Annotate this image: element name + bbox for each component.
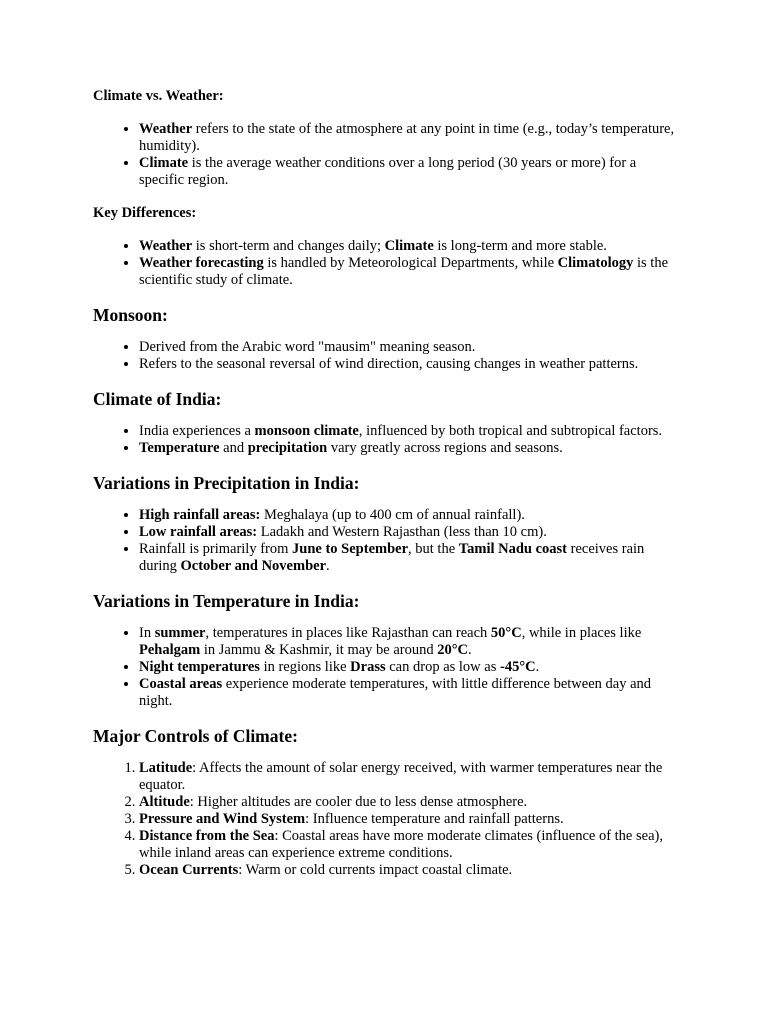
- document-page: [93, 88, 683, 895]
- list-item: [139, 524, 683, 541]
- bold-term: Low rainfall areas:: [139, 524, 258, 540]
- section-heading: Variations in Precipitation in India:: [93, 473, 360, 493]
- list-item: [139, 238, 683, 255]
- bold-term: Drass: [350, 659, 386, 675]
- bullet-list: [93, 238, 683, 289]
- text-run: is the average weather conditions over a long period (30 years or more) for a specific region.: [139, 155, 637, 188]
- text-run: experience moderate temperatures, with little difference between day and night.: [139, 676, 651, 709]
- bold-term: monsoon climate: [254, 423, 359, 439]
- bullet-list: [93, 507, 683, 575]
- bold-term: Tamil Nadu coast: [458, 541, 568, 557]
- bold-term: Latitude: [139, 760, 193, 776]
- numbered-list: [93, 760, 683, 879]
- text-run: , while in places like: [521, 625, 642, 641]
- list-item: [139, 862, 683, 879]
- bold-term: summer: [154, 625, 206, 641]
- section-heading: Climate vs. Weather:: [93, 88, 224, 104]
- bold-term: Pehalgam: [139, 642, 201, 658]
- text-run: India experiences a: [139, 423, 255, 439]
- bold-term: Climate: [384, 238, 434, 254]
- text-run: is handled by Meteorological Departments, while: [263, 255, 558, 271]
- text-run: : Higher altitudes are cooler due to less dense atmosphere.: [189, 794, 528, 810]
- text-run: In: [139, 625, 155, 641]
- text-run: is short-term and changes daily;: [192, 238, 385, 254]
- bold-term: Climatology: [557, 255, 634, 271]
- list-item: [139, 676, 683, 710]
- bullet-list: [93, 339, 683, 373]
- text-run: Refers to the seasonal reversal of wind direction, causing changes in weather patterns.: [139, 356, 639, 372]
- text-run: , but the: [408, 541, 459, 557]
- text-run: is the scientific study of climate.: [139, 255, 669, 288]
- bold-term: Climate: [139, 155, 189, 171]
- section-heading: Key Differences:: [93, 205, 197, 221]
- list-item: [139, 659, 683, 676]
- bullet-list: [93, 423, 683, 457]
- text-run: in Jammu & Kashmir, it may be around: [200, 642, 438, 658]
- text-run: can drop as low as: [385, 659, 500, 675]
- list-item: [139, 828, 683, 862]
- bold-term: Weather: [139, 121, 193, 137]
- text-run: : Influence temperature and rainfall patterns.: [305, 811, 564, 827]
- text-run: Rainfall is primarily from: [139, 541, 293, 557]
- text-run: .: [468, 642, 472, 658]
- text-run: , temperatures in places like Rajasthan can reach: [205, 625, 491, 641]
- section-heading: Variations in Temperature in India:: [93, 591, 360, 611]
- text-run: refers to the state of the atmosphere at any point in time (e.g., today’s temperature, humidity).: [139, 121, 675, 154]
- text-run: is long-term and more stable.: [433, 238, 607, 254]
- bold-term: Weather: [139, 238, 193, 254]
- text-run: : Coastal areas have more moderate climates (influence of the sea), while inland areas can experience extreme conditions.: [139, 828, 663, 861]
- list-item: [139, 794, 683, 811]
- bold-term: High rainfall areas:: [139, 507, 261, 523]
- bold-term: 20°C: [437, 642, 469, 658]
- list-item: [139, 356, 683, 373]
- bold-term: October and November: [180, 558, 327, 574]
- list-item: [139, 339, 683, 356]
- list-item: [139, 625, 683, 659]
- text-run: receives rain during: [139, 541, 645, 574]
- text-run: : Affects the amount of solar energy received, with warmer temperatures near the equator.: [139, 760, 663, 793]
- list-item: [139, 255, 683, 289]
- section-heading: Monsoon:: [93, 305, 168, 325]
- list-item: [139, 811, 683, 828]
- bold-term: Temperature: [139, 440, 220, 456]
- bold-term: Ocean Currents: [139, 862, 239, 878]
- list-item: [139, 440, 683, 457]
- section-heading: Climate of India:: [93, 389, 222, 409]
- section-heading: Major Controls of Climate:: [93, 726, 298, 746]
- text-run: .: [535, 659, 540, 675]
- text-run: Derived from the Arabic word "mausim" meaning season.: [139, 339, 476, 355]
- text-run: : Warm or cold currents impact coastal climate.: [238, 862, 513, 878]
- bullet-list: [93, 625, 683, 710]
- list-item: [139, 121, 683, 155]
- bold-term: -45°C: [499, 659, 536, 675]
- text-run: in regions like: [259, 659, 351, 675]
- text-run: .: [326, 558, 330, 574]
- bold-term: Altitude: [139, 794, 190, 810]
- bullet-list: [93, 121, 683, 189]
- text-run: Ladakh and Western Rajasthan (less than 10 cm).: [257, 524, 547, 540]
- bold-term: Night temperatures: [139, 659, 260, 675]
- text-run: , influenced by both tropical and subtropical factors.: [358, 423, 663, 439]
- bold-term: Distance from the Sea: [139, 828, 275, 844]
- list-item: [139, 507, 683, 524]
- bold-term: 50°C: [490, 625, 522, 641]
- list-item: [139, 541, 683, 575]
- text-run: vary greatly across regions and seasons.: [327, 440, 563, 456]
- text-run: and: [219, 440, 248, 456]
- text-run: Meghalaya (up to 400 cm of annual rainfall).: [260, 507, 525, 523]
- list-item: [139, 155, 683, 189]
- list-item: [139, 423, 683, 440]
- bold-term: Weather forecasting: [139, 255, 264, 271]
- list-item: [139, 760, 683, 794]
- bold-term: precipitation: [247, 440, 328, 456]
- bold-term: June to September: [292, 541, 409, 557]
- bold-term: Pressure and Wind System: [139, 811, 306, 827]
- bold-term: Coastal areas: [139, 676, 223, 692]
